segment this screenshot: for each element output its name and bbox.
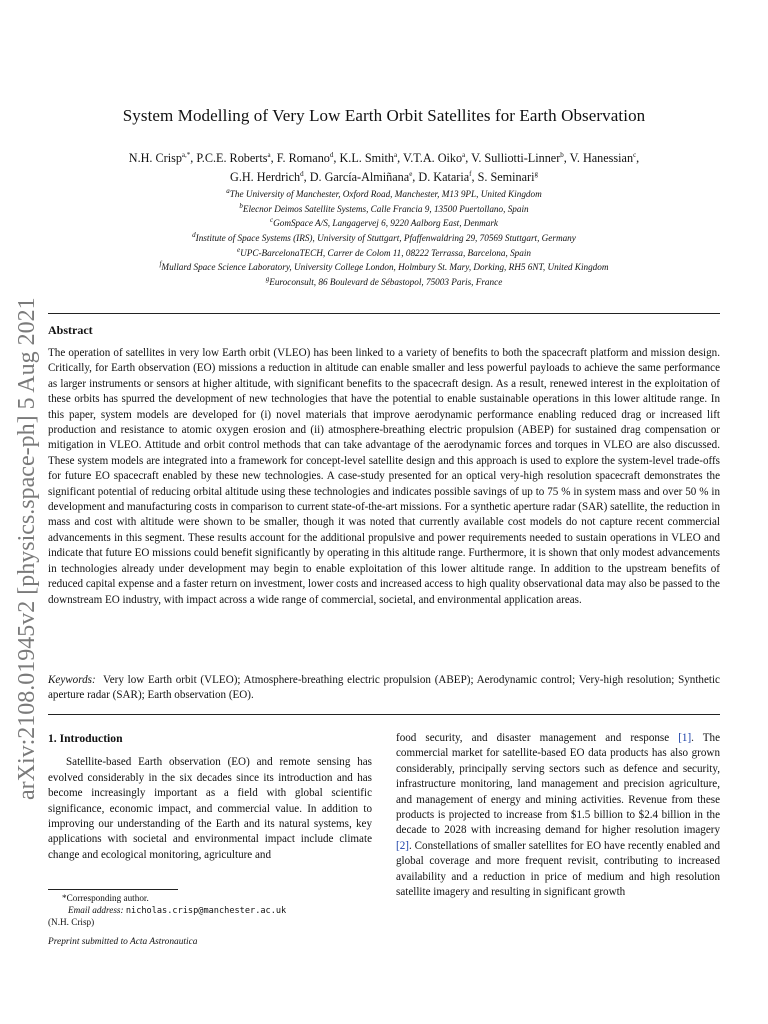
affiliation-d xyxy=(48,230,720,245)
author-line-2: G.H. Herdrich$^d$, D. García-Almiñana$^e$, D. Kataria$^f$, S. Seminari$^g$ xyxy=(230,170,538,185)
intro-paragraph: Satellite-based Earth observation (EO) and remote sensing has evolved considerably in the six decades since its introduction and has become increasingly important as a field with global scientific significance, economic impact, and commercial value. In addition to improving our understanding of the Earth and its natural systems, key applications with societal and environmental impact include climate change and ecological monitoring, agriculture and xyxy=(48,756,372,861)
affiliation-mark: d xyxy=(192,230,196,239)
preprint-note: Preprint submitted to Acta Astronautica xyxy=(48,937,198,947)
citation-link-2[interactable]: [2] xyxy=(396,839,409,852)
abstract-text: The operation of satellites in very low Earth orbit (VLEO) has been linked to a variety of benefits to both the spacecraft platform and mission design. Critically, for Earth observation (EO) missions a reduction in altitude can enable smaller and less powerful payloads to achieve the same performance as larger instruments or sensors at higher altitude, with significant benefits to the spacecraft design. As a result, renewed interest in the exploitation of these orbits has spurred the development of new technologies that have the potential to enable sustainable operations in this lower altitude range. In this paper, system models are developed for (i) novel materials that improve aerodynamic performance enabling reduced drag or increased lift production and resistance to atomic oxygen erosion and (ii) atmosphere-breathing electric propulsion (ABEP) for sustained drag compensation or mitigation in VLEO. Attitude and orbit control methods that can take advantage of the aerodynamic forces and torques in VLEO are also discussed. These system models are integrated into a framework for concept-level satellite design and this approach is used to explore the system-level trade-offs for future EO spacecraft enabled by these new technologies. A case-study presented for an optical very-high resolution spacecraft demonstrates the significant potential of reducing orbital altitude using these technologies and indicates possible savings of up to 75 % in system mass and over 50 % in development and manufacturing costs in comparison to current state-of-the-art missions. For a synthetic aperture radar (SAR) satellite, the reduction in mass and cost with altitude were shown to be smaller, though it was noted that currently available cost models do not capture recent commercial advancements in this segment. These results account for the additional propulsive and power requirements needed to sustain operations in VLEO and indicate that future EO missions could benefit significantly by operating in this altitude range. Furthermore, it is shown that only modest advancements in technologies already under development may begin to enable exploitation of this lower altitude range. In addition to the upstream benefits of reduced capital expense and a faster return on investment, lower costs and increased access to high quality observational data may also be passed to the downstream EO industry, with impact across a wide range of commercial, societal, and environmental application areas. xyxy=(48,347,720,606)
email-owner: (N.H. Crisp) xyxy=(48,917,95,928)
author-line-1: N.H. Crisp$^{a,*}$, P.C.E. Roberts$^a$, F. Romano$^d$, K.L. Smith$^a$, V.T.A. Oiko$^a$, V. Sulliotti-Linner$^b$, V. Hanessian$^c$, xyxy=(128,151,640,166)
affiliation-text: UPC-BarcelonaTECH, Carrer de Colom 11, 08222 Terrassa, Barcelona, Spain xyxy=(240,247,532,258)
affiliation-mark: a xyxy=(226,187,230,195)
affiliation-text: Euroconsult, 86 Boulevard de Sébastopol, 75003 Paris, France xyxy=(269,277,503,287)
affiliation-mark: f xyxy=(159,260,162,269)
affiliation-b xyxy=(48,201,720,216)
email-address[interactable]: nicholas.crisp@manchester.ac.uk xyxy=(125,905,287,916)
affiliation-text: Institute of Space Systems (IRS), University of Stuttgart, Pfaffenwaldring 29, 70569 Stuttgart, Germany xyxy=(195,233,576,244)
footnote-divider xyxy=(48,889,178,890)
right-column xyxy=(396,731,720,900)
affiliation-mark: c xyxy=(269,216,274,225)
affiliation-mark: g xyxy=(265,274,270,283)
intro-text-part-3: . Constellations of smaller satellites for EO have recently enabled and global coverage and more frequent revisit, contributing to increased availability and a reduction in price of medium and high resolution satellite imagery and resulting in significant growth xyxy=(396,839,720,899)
affiliation-text: The University of Manchester, Oxford Road, Manchester, M13 9PL, United Kingdom xyxy=(229,189,542,200)
abstract-heading: Abstract xyxy=(48,323,93,337)
affiliation-mark: e xyxy=(236,245,241,254)
keywords-label: Keywords: xyxy=(48,674,96,686)
author-affiliation-mark[interactable]: c xyxy=(633,151,637,159)
keywords xyxy=(48,673,720,704)
intro-paragraph-continued xyxy=(396,731,720,900)
author-affiliation-mark[interactable]: f xyxy=(469,170,472,179)
affiliation-f xyxy=(48,259,720,274)
affiliation-text: Mullard Space Science Laboratory, University College London, Holmbury St. Mary, Dorking, RH5 6NT, United Kingdom xyxy=(161,262,609,273)
affiliation-list xyxy=(48,186,720,289)
affiliation-c xyxy=(48,215,720,230)
affiliation-mark: b xyxy=(239,201,243,210)
author-affiliation-mark[interactable]: a xyxy=(462,151,466,159)
email-line xyxy=(48,905,372,918)
author-affiliation-mark[interactable]: d xyxy=(300,170,304,179)
author-affiliation-mark[interactable]: a,* xyxy=(181,151,191,159)
author-affiliation-mark[interactable]: a xyxy=(267,151,271,159)
email-label: Email address: xyxy=(68,904,124,915)
affiliation-a xyxy=(48,186,720,201)
affiliation-text: Elecnor Deimos Satellite Systems, Calle Francia 9, 13500 Puertollano, Spain xyxy=(242,203,529,214)
arxiv-identifier[interactable]: arXiv:2108.01945v2 [physics.space-ph] 5 Aug 2021 xyxy=(14,297,40,800)
author-list xyxy=(48,147,720,185)
intro-text-part-1: food security, and disaster management and response xyxy=(396,732,679,744)
author-affiliation-mark[interactable]: g xyxy=(534,170,538,179)
section-heading-introduction: 1. Introduction xyxy=(48,732,123,745)
author-affiliation-mark[interactable]: b xyxy=(560,151,564,159)
abstract-divider xyxy=(48,714,720,715)
author-affiliation-mark[interactable]: e xyxy=(409,170,413,179)
author-affiliation-mark[interactable]: d xyxy=(329,151,334,159)
paper-title: System Modelling of Very Low Earth Orbit Satellites for Earth Observation xyxy=(122,106,646,125)
footnote xyxy=(48,893,372,929)
left-column xyxy=(48,731,372,863)
affiliation-e xyxy=(48,245,720,260)
author-affiliation-mark[interactable]: a xyxy=(394,151,398,159)
citation-link-1[interactable]: [1] xyxy=(678,732,692,744)
corresponding-author-note: *Corresponding author. xyxy=(62,893,149,903)
intro-text-part-2: . The commercial market for satellite-based EO data products has also grown considerably, principally serving sectors such as defence and security, infrastructure monitoring, land management and precision agriculture, and management of energy and mining activities. Revenue from these products is projected to increase from $1.5 billion to $2.4 billion in the decade to 2028 with increasing demand for higher resolution imagery xyxy=(396,732,720,837)
keywords-text: Very low Earth orbit (VLEO); Atmosphere-breathing electric propulsion (ABEP); Aerodynamic control; Very-high resolution; Synthetic aperture radar (SAR); Earth observation (EO). xyxy=(48,674,720,702)
affiliation-text: GomSpace A/S, Langagervej 6, 9220 Aalborg East, Denmark xyxy=(273,218,498,229)
header-divider xyxy=(48,313,720,314)
affiliation-g xyxy=(48,274,720,289)
